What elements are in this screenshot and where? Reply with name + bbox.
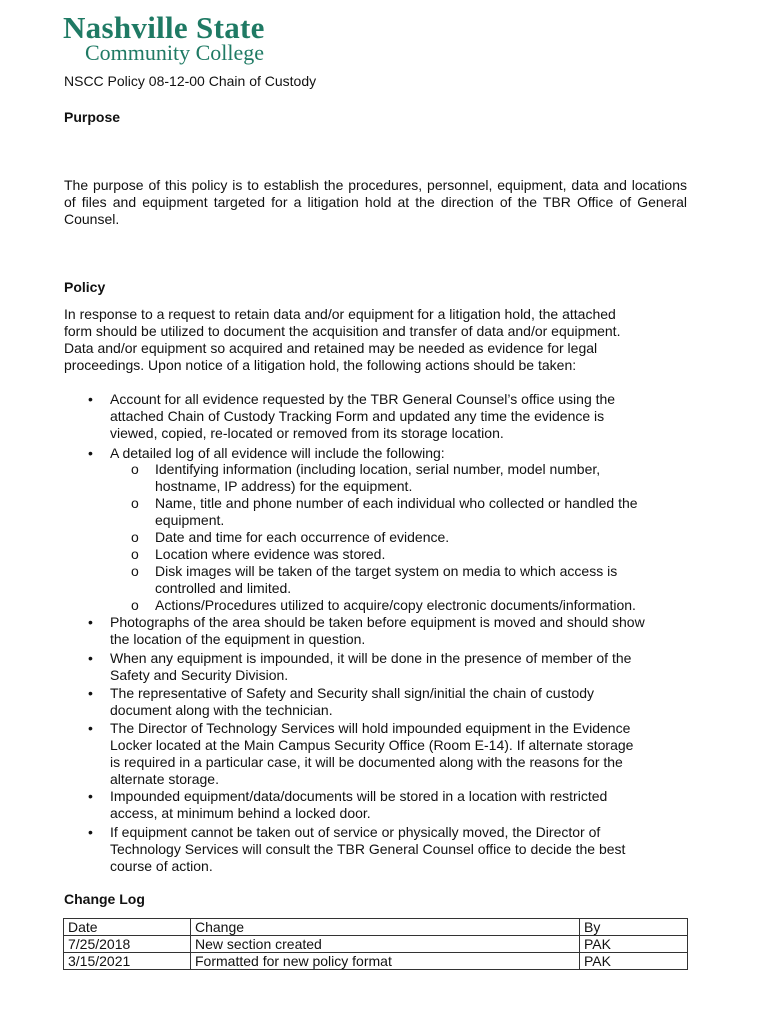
sub-bullet-text: Location where evidence was stored. <box>155 546 386 562</box>
bullet-marker: • <box>88 650 93 666</box>
column-header-change: Change <box>191 919 580 936</box>
policy-intro-line: In response to a request to retain data and/or equipment for a litigation hold, the attached <box>64 306 616 322</box>
purpose-text: The purpose of this policy is to establish the procedures, personnel, equipment, data and locations of files and equipment targeted for a litigation hold at the direction of the TBR Office of General Counsel. <box>64 177 687 227</box>
sub-bullet-text: Identifying information (including location, serial number, model number, <box>155 461 601 477</box>
bullet-marker: • <box>88 685 93 701</box>
bullet-marker: • <box>88 788 93 804</box>
bullet-text: the location of the equipment in question. <box>110 631 366 647</box>
table-row <box>64 936 688 953</box>
table-row <box>64 953 688 970</box>
table-header-row <box>64 919 688 936</box>
change-log-heading: Change Log <box>64 891 145 907</box>
sub-bullet-marker: o <box>131 546 139 562</box>
bullet-text: A detailed log of all evidence will include the following: <box>110 445 445 461</box>
purpose-heading: Purpose <box>64 109 121 125</box>
bullet-text: The representative of Safety and Security shall sign/initial the chain of custody <box>110 685 595 701</box>
logo-line-1: Nashville State <box>63 10 265 45</box>
sub-bullet-text: Disk images will be taken of the target system on media to which access is <box>155 563 618 579</box>
sub-bullet-marker: o <box>131 563 139 579</box>
policy-intro-line: form should be utilized to document the acquisition and transfer of data and/or equipment. <box>64 323 621 339</box>
sub-bullet-text: Name, title and phone number of each individual who collected or handled the <box>155 495 638 511</box>
bullet-text: Photographs of the area should be taken before equipment is moved and should show <box>110 614 645 630</box>
bullet-text: Technology Services will consult the TBR General Counsel office to decide the best <box>110 841 626 857</box>
bullet-marker: • <box>88 391 93 407</box>
bullet-text: course of action. <box>110 858 213 874</box>
sub-bullet-text: equipment. <box>155 512 225 528</box>
table-cell-change: Formatted for new policy format <box>191 953 580 970</box>
policy-heading: Policy <box>64 279 106 295</box>
table-cell-change: New section created <box>191 936 580 953</box>
bullet-text: Locker located at the Main Campus Security Office (Room E-14). If alternate storage <box>110 737 634 753</box>
bullet-text: Impounded equipment/data/documents will be stored in a location with restricted <box>110 788 608 804</box>
bullet-text: is required in a particular case, it will be documented along with the reasons for the <box>110 754 623 770</box>
bullet-text: access, at minimum behind a locked door. <box>110 805 371 821</box>
bullet-marker: • <box>88 824 93 840</box>
bullet-marker: • <box>88 445 93 461</box>
bullet-text: document along with the technician. <box>110 702 333 718</box>
sub-bullet-marker: o <box>131 495 139 511</box>
bullet-marker: • <box>88 720 93 736</box>
sub-bullet-text: Date and time for each occurrence of evidence. <box>155 529 450 545</box>
sub-bullet-marker: o <box>131 529 139 545</box>
table-cell-by: PAK <box>580 936 688 953</box>
bullet-text: attached Chain of Custody Tracking Form and updated any time the evidence is <box>110 408 605 424</box>
logo-line-2: Community College <box>85 40 265 65</box>
column-header-by: By <box>580 919 688 936</box>
bullet-text: Account for all evidence requested by the TBR General Counsel’s office using the <box>110 391 616 407</box>
column-header-date: Date <box>64 919 191 936</box>
sub-bullet-marker: o <box>131 461 139 477</box>
policy-intro-line: Data and/or equipment so acquired and retained may be needed as evidence for legal <box>64 340 598 356</box>
bullet-text: When any equipment is impounded, it will be done in the presence of member of the <box>110 650 632 666</box>
sub-bullet-text: hostname, IP address) for the equipment. <box>155 478 413 494</box>
table-cell-by: PAK <box>580 953 688 970</box>
bullet-text: alternate storage. <box>110 771 219 787</box>
bullet-marker: • <box>88 614 93 630</box>
bullet-text: Safety and Security Division. <box>110 667 289 683</box>
policy-intro-line: proceedings. Upon notice of a litigation hold, the following actions should be taken: <box>64 357 577 373</box>
sub-bullet-text: Actions/Procedures utilized to acquire/copy electronic documents/information. <box>155 597 636 613</box>
sub-bullet-text: controlled and limited. <box>155 580 292 596</box>
college-logo <box>63 12 265 64</box>
table-cell-date: 3/15/2021 <box>64 953 191 970</box>
bullet-text: viewed, copied, re-located or removed from its storage location. <box>110 425 504 441</box>
bullet-text: The Director of Technology Services will hold impounded equipment in the Evidence <box>110 720 631 736</box>
document-title: NSCC Policy 08-12-00 Chain of Custody <box>64 73 317 89</box>
table-cell-date: 7/25/2018 <box>64 936 191 953</box>
sub-bullet-marker: o <box>131 597 139 613</box>
bullet-text: If equipment cannot be taken out of service or physically moved, the Director of <box>110 824 601 840</box>
change-log-table <box>63 918 688 970</box>
